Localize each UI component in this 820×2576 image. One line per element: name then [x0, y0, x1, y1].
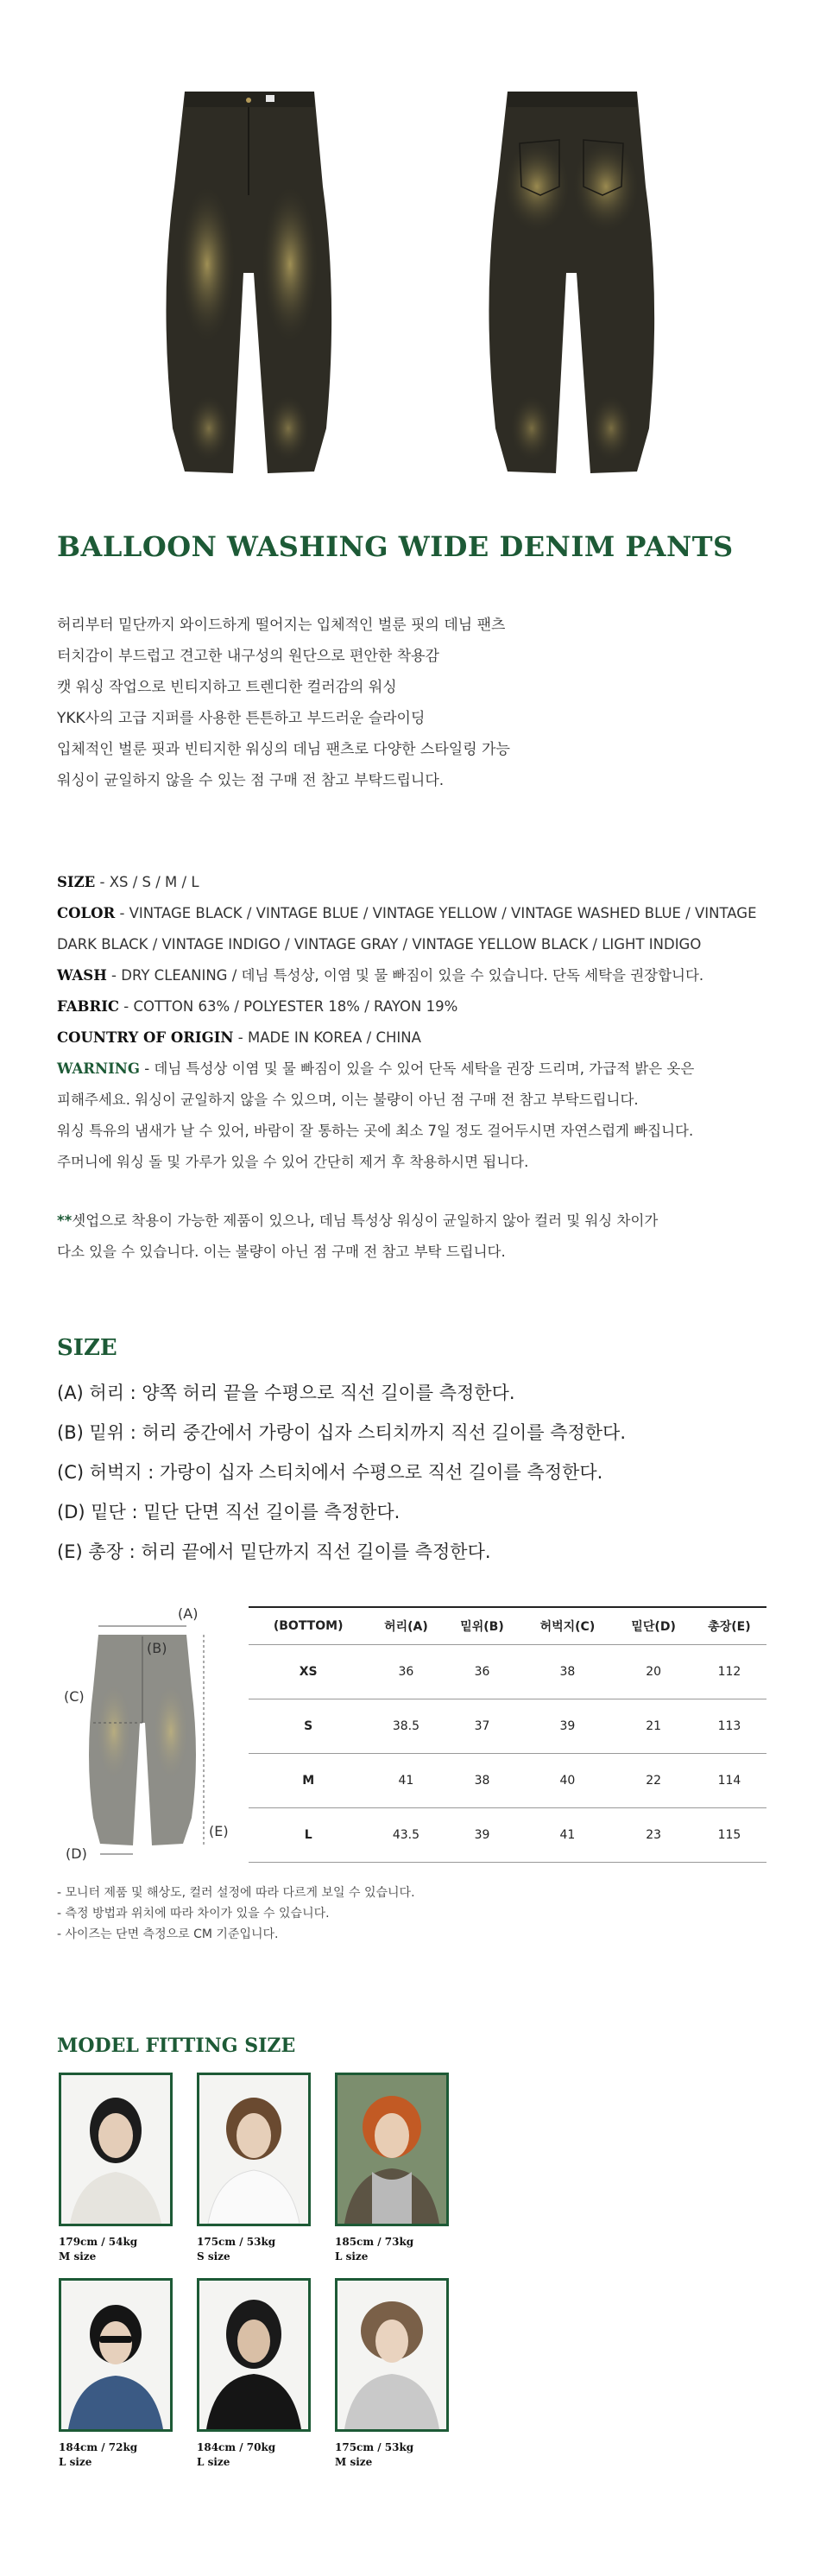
- description-line: 캣 워싱 작업으로 빈티지하고 트렌디한 컬러감의 워싱: [57, 679, 397, 696]
- table-cell: 43.5: [368, 1808, 444, 1863]
- size-note: - 모니터 제품 및 해상도, 컬러 설정에 따라 다르게 보일 수 있습니다.: [57, 1886, 415, 1900]
- table-cell: 38.5: [368, 1699, 444, 1754]
- model-card: [197, 2278, 311, 2470]
- model-stats: 185cm / 73kg: [335, 2236, 414, 2248]
- model-photo: [197, 2278, 311, 2432]
- table-cell: 39: [520, 1699, 615, 1754]
- spec-value: - XS / S / M / L: [95, 874, 199, 890]
- table-cell: 41: [520, 1808, 615, 1863]
- note-line: 다소 있을 수 있습니다. 이는 불량이 아닌 점 구매 전 참고 부탁 드립니다.: [57, 1244, 506, 1260]
- table-header-row: [249, 1607, 766, 1645]
- table-header: 허리(A): [368, 1607, 444, 1645]
- table-cell: 38: [520, 1645, 615, 1699]
- spec-label: COLOR: [57, 905, 116, 921]
- model-card: [59, 2278, 173, 2470]
- note-line: [57, 1206, 658, 1237]
- table-cell: 36: [368, 1645, 444, 1699]
- warning-line: 피해주세요. 워싱이 균일하지 않을 수 있으며, 이는 불량이 아닌 점 구매 전 참고 부탁드립니다.: [57, 1092, 639, 1108]
- diagram-label-c: (C): [64, 1688, 85, 1705]
- table-cell: M: [249, 1754, 368, 1808]
- spec-origin: [57, 1022, 799, 1054]
- model-photo: [59, 2278, 173, 2432]
- measurement-line: (E) 총장 : 허리 끝에서 밑단까지 직선 길이를 측정한다.: [57, 1541, 491, 1562]
- table-cell: 22: [615, 1754, 692, 1808]
- model-card: [197, 2073, 311, 2264]
- table-cell: 41: [368, 1754, 444, 1808]
- description-line: 워싱이 균일하지 않을 수 있는 점 구매 전 참고 부탁드립니다.: [57, 772, 445, 789]
- model-size: M size: [59, 2250, 97, 2263]
- jeans-front-image: [154, 83, 344, 489]
- table-header: 밑단(D): [615, 1607, 692, 1645]
- setup-note: [57, 1206, 658, 1268]
- diagram-label-e: (E): [209, 1823, 229, 1839]
- warning-label: WARNING: [57, 1060, 140, 1077]
- table-cell: 113: [692, 1699, 766, 1754]
- table-cell: L: [249, 1808, 368, 1863]
- model-size: L size: [335, 2250, 369, 2263]
- spec-wash: [57, 960, 799, 991]
- measurement-line: (B) 밑위 : 허리 중간에서 가랑이 십자 스티치까지 직선 길이를 측정한다.: [57, 1422, 627, 1443]
- spec-label: COUNTRY OF ORIGIN: [57, 1029, 234, 1046]
- measurement-guide: [57, 1373, 626, 1572]
- size-note: - 측정 방법과 위치에 따라 차이가 있을 수 있습니다.: [57, 1907, 330, 1921]
- table-cell: 114: [692, 1754, 766, 1808]
- model-photo: [335, 2073, 449, 2226]
- spec-size: [57, 867, 799, 898]
- model-photo: [59, 2073, 173, 2226]
- model-card: [335, 2278, 449, 2470]
- model-size: L size: [59, 2456, 92, 2468]
- product-description: [57, 610, 799, 796]
- spec-value: - COTTON 63% / POLYESTER 18% / RAYON 19%: [119, 998, 458, 1015]
- table-cell: 37: [445, 1699, 520, 1754]
- model-size: L size: [197, 2456, 230, 2468]
- model-fitting-heading: MODEL FITTING SIZE: [57, 2035, 296, 2057]
- spec-color: [57, 898, 799, 929]
- spec-label: FABRIC: [57, 998, 120, 1015]
- description-line: 입체적인 벌룬 핏과 빈티지한 워싱의 데님 팬츠로 다양한 스타일링 가능: [57, 741, 510, 758]
- description-line: YKK사의 고급 지퍼를 사용한 튼튼하고 부드러운 슬라이딩: [57, 710, 426, 727]
- diagram-label-d: (D): [66, 1845, 87, 1862]
- model-card: [335, 2073, 449, 2264]
- spec-value: - DRY CLEANING / 데님 특성상, 이염 및 물 빠짐이 있을 수 있습니다. 단독 세탁을 권장합니다.: [106, 967, 704, 984]
- table-cell: XS: [249, 1645, 368, 1699]
- spec-label: SIZE: [57, 874, 96, 890]
- size-heading: SIZE: [57, 1335, 117, 1361]
- table-row: [249, 1699, 766, 1754]
- model-stats: 175cm / 53kg: [335, 2441, 414, 2453]
- spec-color-cont: DARK BLACK / VINTAGE INDIGO / VINTAGE GRAY / VINTAGE YELLOW BLACK / LIGHT INDIGO: [57, 936, 702, 953]
- table-header: 총장(E): [692, 1607, 766, 1645]
- warning-line: 워싱 특유의 냄새가 날 수 있어, 바람이 잘 통하는 곳에 최소 7일 정도 걸어두시면 자연스럽게 빠집니다.: [57, 1123, 694, 1139]
- table-cell: 38: [445, 1754, 520, 1808]
- model-stats: 184cm / 70kg: [197, 2441, 276, 2453]
- size-table: [249, 1606, 766, 1863]
- spec-warning: [57, 1054, 799, 1085]
- model-stats: 184cm / 72kg: [59, 2441, 138, 2453]
- spec-value: - VINTAGE BLACK / VINTAGE BLUE / VINTAGE YELLOW / VINTAGE WASHED BLUE / VINTAGE: [115, 905, 757, 921]
- model-photo: [197, 2073, 311, 2226]
- table-row: [249, 1645, 766, 1699]
- table-row: [249, 1754, 766, 1808]
- table-header: (BOTTOM): [249, 1607, 368, 1645]
- table-cell: 40: [520, 1754, 615, 1808]
- diagram-label-b: (B): [147, 1640, 167, 1656]
- table-cell: 23: [615, 1808, 692, 1863]
- product-title: BALLOON WASHING WIDE DENIM PANTS: [57, 530, 734, 563]
- table-cell: 39: [445, 1808, 520, 1863]
- model-photo: [335, 2278, 449, 2432]
- table-header: 허벅지(C): [520, 1607, 615, 1645]
- spec-value: - MADE IN KOREA / CHINA: [233, 1029, 421, 1046]
- model-stats: 179cm / 54kg: [59, 2236, 138, 2248]
- jeans-back-image: [476, 83, 666, 489]
- measurement-line: (C) 허벅지 : 가랑이 십자 스티치에서 수평으로 직선 길이를 측정한다.: [57, 1462, 603, 1483]
- table-row: [249, 1808, 766, 1863]
- size-note: - 사이즈는 단면 측정으로 CM 기준입니다.: [57, 1927, 279, 1941]
- model-size: M size: [335, 2456, 373, 2468]
- spec-label: WASH: [57, 967, 107, 984]
- measurement-line: (D) 밑단 : 밑단 단면 직선 길이를 측정한다.: [57, 1502, 401, 1522]
- table-cell: 36: [445, 1645, 520, 1699]
- size-notes: [57, 1883, 415, 1945]
- table-cell: 112: [692, 1645, 766, 1699]
- measurement-line: (A) 허리 : 양쪽 허리 끝을 수평으로 직선 길이를 측정한다.: [57, 1383, 515, 1403]
- measurement-diagram: [57, 1602, 238, 1870]
- model-stats: 175cm / 53kg: [197, 2236, 276, 2248]
- model-size: S size: [197, 2250, 230, 2263]
- diagram-label-a: (A): [178, 1605, 199, 1622]
- description-line: 허리부터 밑단까지 와이드하게 떨어지는 입체적인 벌룬 핏의 데님 팬츠: [57, 617, 506, 634]
- table-header: 밑위(B): [445, 1607, 520, 1645]
- table-cell: 115: [692, 1808, 766, 1863]
- warning-line: 주머니에 워싱 돌 및 가루가 있을 수 있어 간단히 제거 후 착용하시면 됩니다.: [57, 1154, 529, 1170]
- spec-fabric: [57, 991, 799, 1022]
- product-specs: [57, 867, 799, 1178]
- table-cell: 20: [615, 1645, 692, 1699]
- spec-value: - 데님 특성상 이염 및 물 빠짐이 있을 수 있어 단독 세탁을 권장 드리며, 가급적 밝은 옷은: [139, 1060, 695, 1077]
- model-card: [59, 2073, 173, 2264]
- description-line: 터치감이 부드럽고 견고한 내구성의 원단으로 편안한 착용감: [57, 648, 439, 665]
- note-star: **: [57, 1212, 73, 1229]
- note-text: 셋업으로 착용이 가능한 제품이 있으나, 데님 특성상 워싱이 균일하지 않아 컬러 및 워싱 차이가: [72, 1212, 659, 1229]
- table-cell: S: [249, 1699, 368, 1754]
- table-cell: 21: [615, 1699, 692, 1754]
